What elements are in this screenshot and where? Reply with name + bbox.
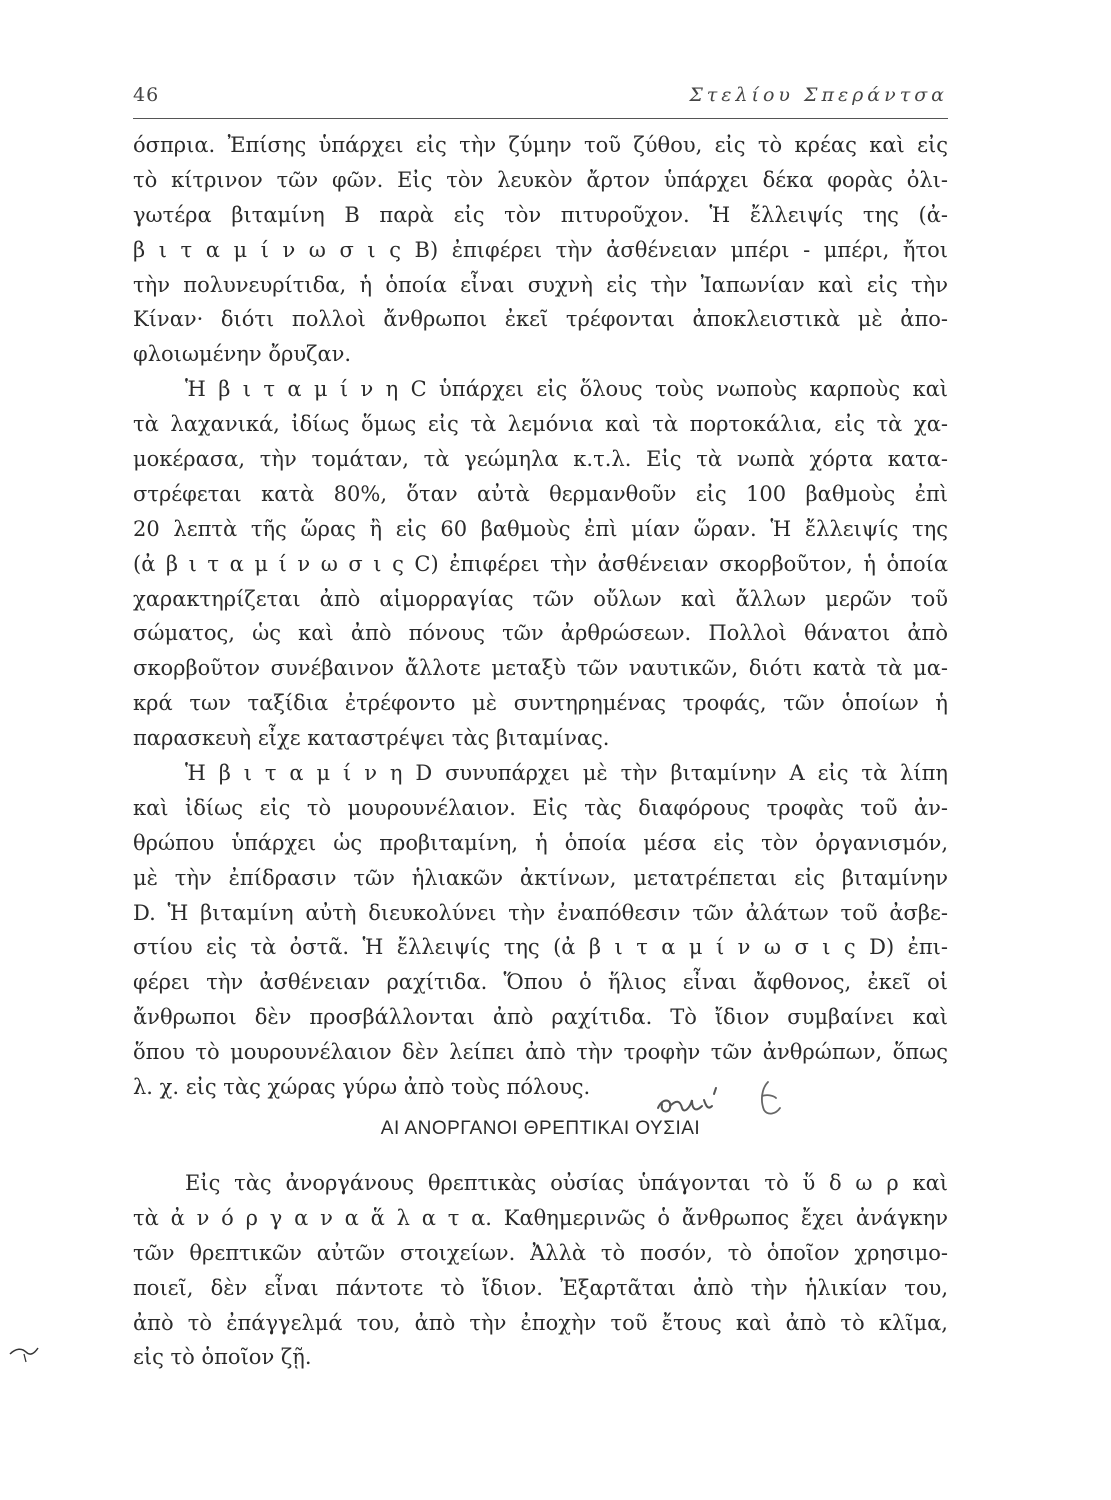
text-line: τὴν πολυνευρίτιδα, ἡ ὁποία εἶναι συχνὴ εἰς τὴν Ἰαπωνίαν καὶ εἰς τὴν <box>133 272 948 297</box>
margin-tilde-mark <box>6 1340 42 1364</box>
text-line: θρώπου ὑπάρχει ὡς προβιταμίνη, ἡ ὁποία μέσα εἰς τὸν ὀργανισμόν, <box>133 830 948 855</box>
text-line: λ. χ. εἰς τὰς χώρας γύρω ἀπὸ τοὺς πόλους. <box>133 1075 591 1100</box>
section-heading: ΑΙ ΑΝΟΡΓΑΝΟΙ ΘΡΕΠΤΙΚΑΙ ΟΥΣΙΑΙ <box>380 1118 701 1139</box>
text-line: Εἰς τὰς ἀνοργάνους θρεπτικὰς οὐσίας ὑπάγονται τὸ ὕ δ ω ρ καὶ <box>185 1171 948 1195</box>
text-line: ἀπὸ τὸ ἐπάγγελμά του, ἀπὸ τὴν ἐποχὴν τοῦ ἔτους καὶ ἀπὸ τὸ κλῖμα, <box>133 1310 948 1335</box>
handwritten-annotation <box>650 1070 800 1120</box>
page-header <box>133 84 948 119</box>
text-line: Ἡ β ι τ α μ ί ν η D συνυπάρχει μὲ τὴν βιταμίνην Α εἰς τὰ λίπη <box>185 761 948 786</box>
section-text-block <box>133 1166 948 1375</box>
text-line: γωτέρα βιταμίνη Β παρὰ εἰς τὸν πιτυροῦχον. Ἡ ἔλλειψίς της (ἀ- <box>133 202 948 227</box>
text-line: στρέφεται κατὰ 80%, ὅταν αὐτὰ θερμανθοῦν εἰς 100 βαθμοὺς ἐπὶ <box>133 481 948 506</box>
text-line: σώματος, ὡς καὶ ἀπὸ πόνους τῶν ἀρθρώσεων. Πολλοὶ θάνατοι ἀπὸ <box>133 621 948 646</box>
text-line: τὸ κίτρινον τῶν φῶν. Εἰς τὸν λευκὸν ἄρτον ὑπάρχει δέκα φορὰς ὀλι- <box>133 167 948 192</box>
text-line: στίου εἰς τὰ ὀστᾶ. Ἡ ἔλλειψίς της (ἀ β ι τ α μ ί ν ω σ ι ς D) ἐπι- <box>133 935 948 960</box>
text-line: καὶ ἰδίως εἰς τὸ μουρουνέλαιον. Εἰς τὰς διαφόρους τροφὰς τοῦ ἀν- <box>133 795 948 820</box>
running-title: Στελίου Σπεράντσα <box>689 84 948 106</box>
text-line: ὅπου τὸ μουρουνέλαιον δὲν λείπει ἀπὸ τὴν τροφὴν τῶν ἀνθρώπων, ὅπως <box>133 1040 948 1065</box>
page-number: 46 <box>133 84 160 106</box>
text-line: εἰς τὸ ὁποῖον ζῇ. <box>133 1345 312 1370</box>
text-line: ἄνθρωποι δὲν προσβάλλονται ἀπὸ ραχίτιδα. Τὸ ἴδιον συμβαίνει καὶ <box>133 1005 948 1030</box>
text-line: τὰ ἀ ν ό ρ γ α ν α ἅ λ α τ α. Καθημερινῶς ὁ ἄνθρωπος ἔχει ἀνάγκην <box>133 1205 948 1230</box>
text-line: β ι τ α μ ί ν ω σ ι ς Β) ἐπιφέρει τὴν ἀσθένειαν μπέρι - μπέρι, ἤτοι <box>133 237 948 262</box>
text-line: Ἡ β ι τ α μ ί ν η C ὑπάρχει εἰς ὅλους τοὺς νωποὺς καρποὺς καὶ <box>185 377 948 402</box>
text-line: χαρακτηρίζεται ἀπὸ αἱμορραγίας τῶν οὔλων καὶ ἄλλων μερῶν τοῦ <box>133 586 948 611</box>
text-line: μοκέρασα, τὴν τομάταν, τὰ γεώμηλα κ.τ.λ. Εἰς τὰ νωπὰ χόρτα κατα- <box>133 447 948 472</box>
text-line: τῶν θρεπτικῶν αὐτῶν στοιχείων. Ἀλλὰ τὸ ποσόν, τὸ ὁποῖον χρησιμο- <box>133 1240 948 1265</box>
text-line: παρασκευὴ εἶχε καταστρέψει τὰς βιταμίνας. <box>133 726 610 751</box>
text-line: σκορβοῦτον συνέβαινον ἄλλοτε μεταξὺ τῶν ναυτικῶν, διότι κατὰ τὰ μα- <box>133 656 948 681</box>
text-line: φέρει τὴν ἀσθένειαν ραχίτιδα. Ὅπου ὁ ἥλιος εἶναι ἄφθονος, ἐκεῖ οἱ <box>133 970 948 995</box>
text-line: μὲ τὴν ἐπίδρασιν τῶν ἡλιακῶν ἀκτίνων, μετατρέπεται εἰς βιταμίνην <box>133 865 948 890</box>
text-line: (ἀ β ι τ α μ ί ν ω σ ι ς C) ἐπιφέρει τὴν ἀσθένειαν σκορβοῦτον, ἡ ὁποία <box>133 551 948 576</box>
vitamins-text-block <box>133 128 948 1105</box>
text-line: φλοιωμένην ὄρυζαν. <box>133 342 352 367</box>
text-line: ποιεῖ, δὲν εἶναι πάντοτε τὸ ἴδιον. Ἐξαρτᾶται ἀπὸ τὴν ἡλικίαν του, <box>133 1275 948 1300</box>
text-line: όσπρια. Ἐπίσης ὑπάρχει εἰς τὴν ζύμην τοῦ ζύθου, εἰς τὸ κρέας καὶ εἰς <box>133 133 948 157</box>
text-line: Κίναν· διότι πολλοὶ ἄνθρωποι ἐκεῖ τρέφονται ἀποκλειστικὰ μὲ ἀπο- <box>133 307 948 332</box>
text-line: 20 λεπτὰ τῆς ὥρας ἢ εἰς 60 βαθμοὺς ἐπὶ μίαν ὥραν. Ἡ ἔλλειψίς της <box>133 516 948 541</box>
text-line: τὰ λαχανικά, ἰδίως ὅμως εἰς τὰ λεμόνια καὶ τὰ πορτοκάλια, εἰς τὰ χα- <box>133 412 948 437</box>
text-line: κρά των ταξίδια ἐτρέφοντο μὲ συντηρημένας τροφάς, τῶν ὁποίων ἡ <box>133 691 948 716</box>
text-line: D. Ἡ βιταμίνη αὐτὴ διευκολύνει τὴν ἐναπόθεσιν τῶν ἀλάτων τοῦ ἀσβε- <box>133 900 948 925</box>
